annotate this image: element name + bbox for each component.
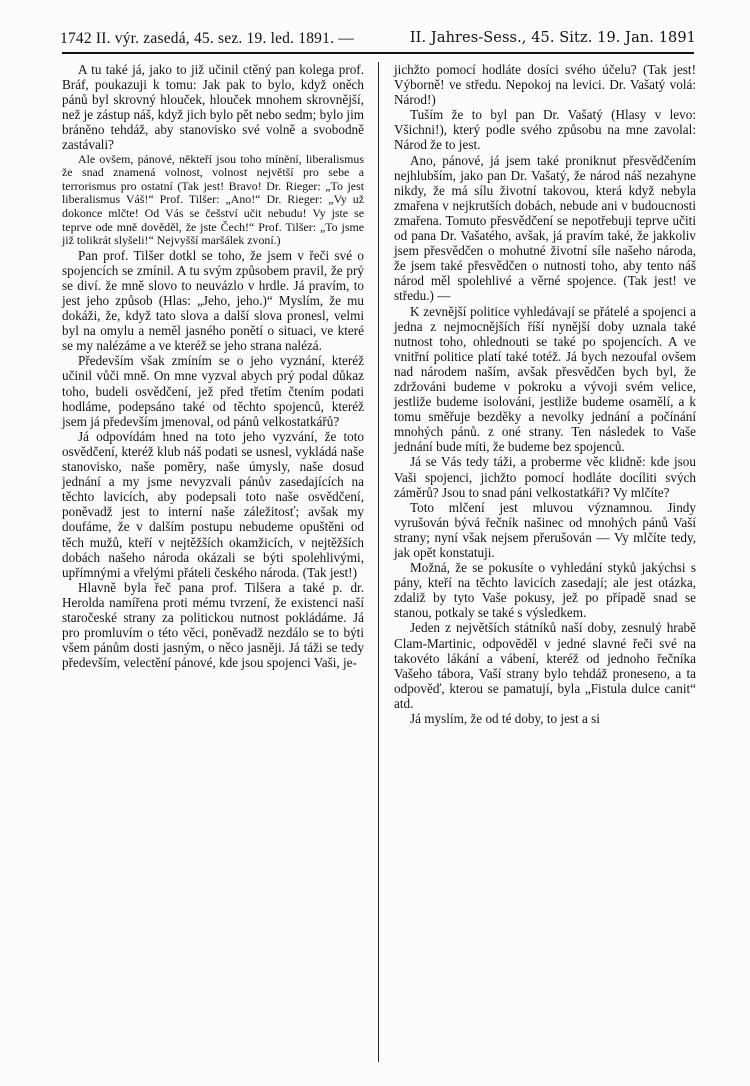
paragraph: Tuším že to byl pan Dr. Vašatý (Hlasy v levo: Všichni!), který podle svého způsobu na mne zavolal: Národ že to jest. xyxy=(394,107,696,153)
paragraph: Ale ovšem, pánové, někteří jsou toho mínění, liberalismus že snad znamená volnost, volnost největší pro sebe a terrorismus pro ostatní (Tak jest! Bravo! Dr. Rieger: „To jest liberalismus Váš!“ Prof. Tilšer: „Ano!“ Dr. Rieger: „Vy už dokonce mlčte! Od Vás se češství učit nebudu! Vy jste se teprve ode mně dověděl, že jste Čech!“ Prof. Tilšer: „To jsme již tolikrát slyšeli!“ Nejvyšší maršálek zvoní.) xyxy=(62,151,364,248)
right-column xyxy=(394,62,696,1062)
paragraph: Především však zmíním se o jeho vyznání, kteréž učinil vůči mně. On mne vyzval abych prý podal důkaz toho, budeli osvědčení, jež před třetím čtením podati hodláme, podepsáno také od těchto spojenců, kteréž jsem já především jmenoval, od pánů velkostatkářů? xyxy=(62,353,364,429)
paragraph: Ano, pánové, já jsem také proniknut přesvědčením nejhlubším, jako pan Dr. Vašatý, že národ náš nezahyne nikdy, že má sílu životní takovou, která když nebyla zmařena v nejkrutších dobách, nebude ani v budoucnosti zmařena. Tomuto přesvědčení se nepotřebuji teprve učiti od pana Dr. Vašatého, avšak, já pravím také, že jakkoliv jsem přesvědčen o mohutné životní síle našeho národa, že jsem také přesvědčen o nutnosti toho, aby tento náš národ měl spolehlivé a věrné spojence. (Tak jest! ve středu.) — xyxy=(394,152,696,304)
paragraph: A tu také já, jako to již učinil ctěný pan kolega prof. Bráf, poukazuji k tomu: Jak pak to bylo, když oněch pánů byl skrovný hlouček, hlouček mnohem skrovnější, než je zástup náš, když jich bylo pět nebo sedm; bylo jim bráněno tehdáž, aby stanovisko své volně a svobodně zastávali? xyxy=(62,62,364,153)
paragraph: Možná, že se pokusíte o vyhledání styků jakýchsi s pány, kteří na těchto lavicích zasedají; ale jest otázka, zdaliž by tyto Vaše pokusy, jež po případě snad se stanou, potkaly se také s výsledkem. xyxy=(394,560,696,621)
left-column xyxy=(62,62,364,1062)
paragraph: Hlavně byla řeč pana prof. Tilšera a také p. dr. Herolda namířena proti mému tvrzení, že existenci naší staročeské strany za politickou nutnost pokládáme. Já pro promluvím o této věci, poněvadž nezdálo se to býti všem pánům dosti jasným, o něco jasněji. Já táži se tedy především, velectění pánové, kde jsou spojenci Vaši, je- xyxy=(62,579,364,671)
paragraph: K zevnější politice vyhledávají se přátelé a spojenci a jedna z nejmocnějších říší nynější doby uznala také nutnost toho, ohlednouti se také po spojencích. A ve vnitřní politice platí také totéž. Já bych nezoufal ovšem nad národem naším, avšak přesvědčen bych byl, že zdržováni budeme v pokroku a vývoji svém velice, jestliže budeme isolováni, jestliže budeme osamělí, a k tomu směřuje bezděky a nevolky jednání a počínání mnohých pánů. z oné strany. Ten následek to Vaše jednání bude míti, že budeme bez spojenců. xyxy=(394,303,696,455)
paragraph: jichžto pomocí hodláte dosíci svého účelu? (Tak jest! Výborně! ve středu. Nepokoj na levici. Dr. Vašatý volá: Národ!) xyxy=(394,62,696,108)
header-rule xyxy=(62,52,694,54)
paragraph: Toto mlčení jest mluvou významnou. Jindy vyrušován bývá řečník našinec od mnohých pánů Vaší strany; nyní však nejsem přerušován — Vy mlčíte tedy, jak opět konstatuji. xyxy=(394,499,696,560)
paragraph: Já myslím, že od té doby, to jest a si xyxy=(410,711,600,727)
paragraph: Já se Vás tedy táži, a proberme věc klidně: kde jsou Vaši spojenci, jichžto pomocí hodláte docíliti svých záměrů? Jsou to snad páni velkostatkáři? Vy mlčíte? xyxy=(394,454,696,500)
paragraph: Pan prof. Tilšer dotkl se toho, že jsem v řeči své o spojencích se zmínil. A tu svým způsobem pravil, že prý se diví. že mně slovo to neuvázlo v hrdle. Já pravím, to jest jeho způsob (Hlas: „Jeho, jeho.)“ Myslím, že mu dokáži, že, když tato slova a další slova pronesl, velmi byl na omylu a neměl jasného ponětí o situaci, ve které se my nalézáme a ve kteréž se jeho strana nalézá. xyxy=(62,247,364,354)
body-columns xyxy=(62,62,696,1062)
column-divider xyxy=(378,62,379,1062)
header-right-text: II. Jahres-Sess., 45. Sitz. 19. Jan. 1891 xyxy=(409,30,696,46)
paragraph: Jeden z největších státníků naší doby, zesnulý hrabě Clam-Martinic, odpověděl v jedné slavné řeči své na takovéto lákání a vábení, kteréž od jednoho řečníka Vašeho tábora, Vaší strany bylo tehdáž proneseno, a ta odpověď, kterou se pamatují, byla „Fistula dulce canit“ atd. xyxy=(394,620,696,711)
page-header xyxy=(60,30,696,48)
header-left-text: 1742 II. výr. zasedá, 45. sez. 19. led. 1891. — xyxy=(60,30,354,47)
paragraph: Já odpovídám hned na toto jeho vyzvání, že toto osvědčení, kteréž klub náš podati se usnesl, vykládá naše stanovisko, naše poměry, naše úmysly, naše dosud jednání a my jsme nevyzvali pánův zasedajících na těchto lavicích, aby podepsali toto naše osvědčení, poněvadž jest to interní naše záležitosť; avšak my doufáme, že v dalším postupu nebudeme opuštěni od těch mužů, kteří v nejtěžších okamžicích, v nejtěžších dobách našeho národa okázali se býti spolehlivými, upřímnými a vřelými přáteli českého národa. (Tak jest!) xyxy=(62,428,364,580)
